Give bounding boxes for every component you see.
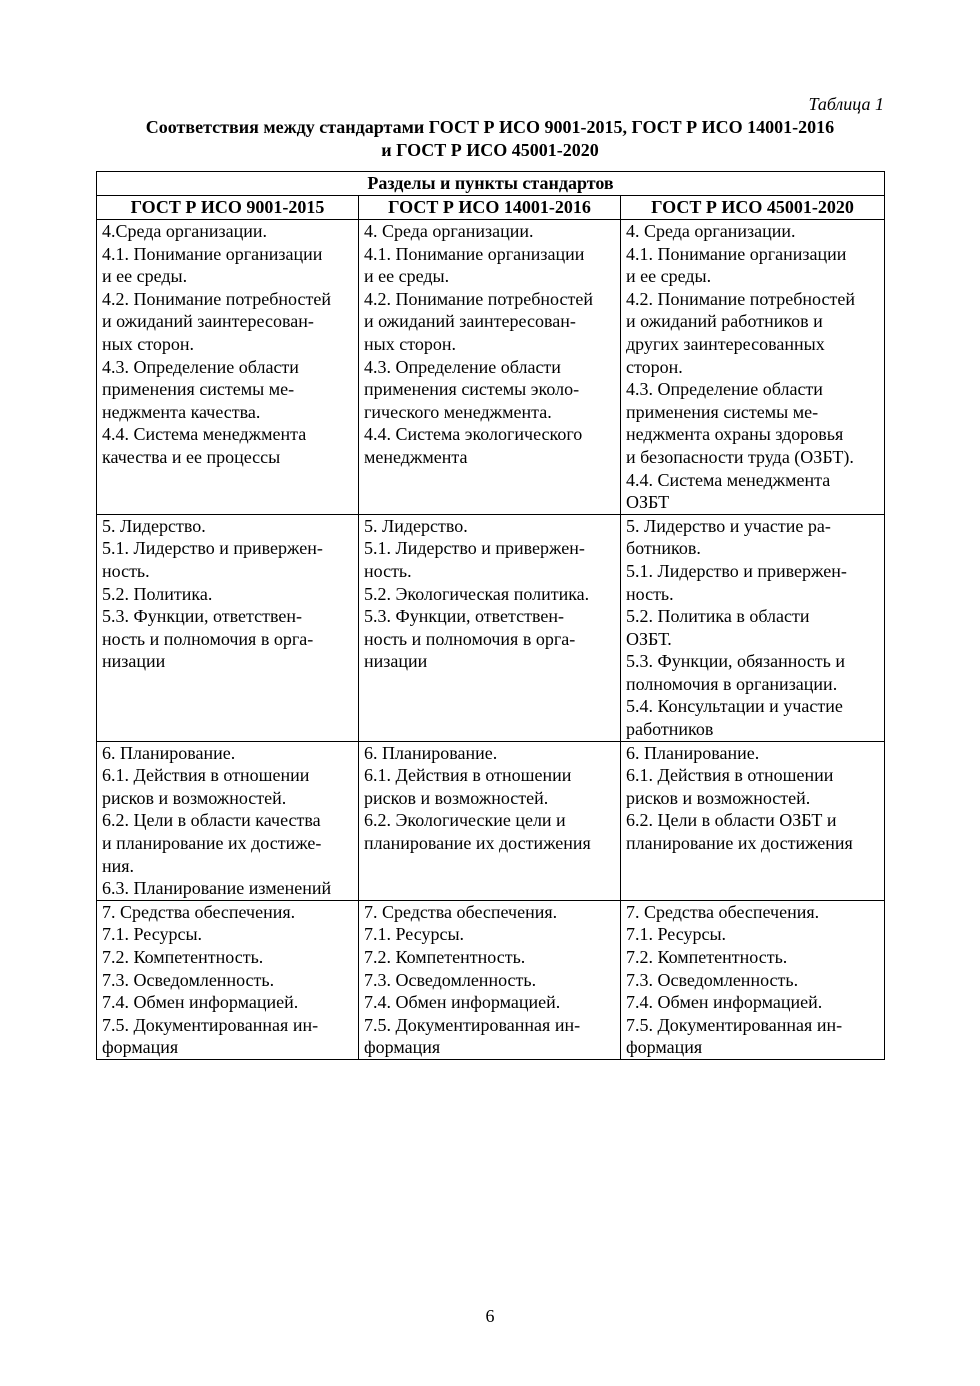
cell-line: 4.3. Определение области: [364, 356, 561, 377]
cell-line: 5.1. Лидерство и привержен-: [626, 560, 847, 581]
cell-line: 4. Среда организации.: [364, 221, 534, 241]
table-cell-gost-14001: [359, 900, 621, 1059]
cell-line: применения системы ме-: [626, 401, 819, 422]
column-header-45001: ГОСТ Р ИСО 45001-2020: [621, 196, 885, 220]
cell-line: гического менеджмента.: [364, 401, 552, 422]
cell-line: 6.1. Действия в отношении: [626, 765, 834, 786]
cell-line: 7. Средства обеспечения.: [626, 901, 820, 922]
cell-line: 7.4. Обмен информацией.: [102, 992, 299, 1013]
table-row: [97, 514, 885, 741]
cell-line: 5.3. Функции, обязанность и: [626, 651, 845, 672]
table-cell-gost-9001: [97, 514, 359, 741]
cell-line: 5. Лидерство и участие ра-: [626, 515, 831, 536]
cell-line: 7.5. Документированная ин-: [626, 1014, 843, 1035]
cell-line: 4.2. Понимание потребностей: [626, 288, 855, 309]
cell-line: работников: [626, 719, 714, 740]
cell-line: и планирование их достиже-: [102, 833, 322, 854]
cell-line: низации: [364, 651, 428, 672]
cell-line: 6.1. Действия в отношении: [364, 765, 572, 786]
cell-line: 4.2. Понимание потребностей: [102, 288, 331, 309]
cell-line: 5.4. Консультации и участие: [626, 696, 843, 717]
group-header: Разделы и пункты стандартов: [97, 172, 885, 196]
cell-line: 6. Планирование.: [364, 742, 498, 763]
table-cell-gost-45001: [621, 741, 885, 900]
cell-line: ность и полномочия в орга-: [102, 628, 314, 649]
cell-line: 4.1. Понимание организации: [364, 243, 585, 264]
table-cell-gost-9001: [97, 900, 359, 1059]
table-row: [97, 220, 885, 515]
cell-line: и безопасности труда (ОЗБТ).: [626, 446, 854, 467]
cell-line: 7.1. Ресурсы.: [626, 924, 727, 945]
table-cell-gost-9001: [97, 741, 359, 900]
cell-line: 4.1. Понимание организации: [102, 243, 323, 264]
cell-line: ность.: [102, 560, 150, 581]
cell-line: 5.3. Функции, ответствен-: [364, 606, 564, 627]
cell-line: рисков и возможностей.: [102, 787, 287, 808]
cell-line: 5.2. Политика в области: [626, 606, 810, 627]
table-cell-gost-45001: [621, 220, 885, 515]
cell-line: планирование их достижения: [364, 833, 591, 854]
cell-line: 4.3. Определение области: [102, 356, 299, 377]
cell-line: ных сторон.: [102, 333, 194, 354]
cell-line: 7. Средства обеспечения.: [364, 901, 558, 922]
cell-line: ОЗБТ.: [626, 628, 672, 649]
cell-line: полномочия в организации.: [626, 673, 838, 694]
cell-line: 7.2. Компетентность.: [364, 947, 526, 967]
cell-line: 4.4. Система менеджмента: [626, 469, 831, 490]
cell-line: ность.: [626, 583, 674, 604]
cell-line: 4.4. Система экологического: [364, 424, 583, 445]
cell-line: 4.1. Понимание организации: [626, 243, 847, 264]
cell-line: и ожиданий заинтересован-: [102, 311, 314, 332]
table-cell-gost-9001: [97, 220, 359, 515]
cell-line: 4.Среда организации.: [102, 221, 268, 241]
cell-line: 7.1. Ресурсы.: [364, 924, 465, 945]
cell-line: и ее среды.: [626, 266, 712, 287]
title-line-1: Соответствия между стандартами ГОСТ Р ИСО 9001-2015, ГОСТ Р ИСО 14001-2016: [145, 117, 835, 137]
cell-line: 4. Среда организации.: [626, 221, 796, 241]
cell-line: 4.4. Система менеджмента: [102, 424, 307, 445]
cell-line: 5.2. Политика.: [102, 583, 213, 604]
cell-line: 4.3. Определение области: [626, 379, 823, 400]
page-number: 6: [485, 1306, 495, 1326]
cell-line: формация: [364, 1037, 441, 1058]
cell-line: 7.2. Компетентность.: [626, 947, 788, 967]
table-body: [97, 220, 885, 1060]
cell-line: формация: [626, 1037, 703, 1058]
cell-line: 5. Лидерство.: [102, 515, 206, 536]
cell-line: 6.2. Экологические цели и: [364, 810, 566, 831]
cell-line: ния.: [102, 855, 135, 876]
cell-line: 6. Планирование.: [102, 742, 236, 763]
cell-line: 6.1. Действия в отношении: [102, 765, 310, 786]
cell-line: применения системы эколо-: [364, 379, 580, 400]
cell-line: планирование их достижения: [626, 833, 853, 854]
cell-line: менеджмента: [364, 446, 468, 467]
cell-line: ных сторон.: [364, 333, 456, 354]
cell-line: 4.2. Понимание потребностей: [364, 288, 593, 309]
table-cell-gost-45001: [621, 900, 885, 1059]
cell-line: 7.2. Компетентность.: [102, 947, 264, 967]
cell-line: 6.3. Планирование изменений: [102, 878, 332, 899]
cell-line: ность.: [364, 560, 412, 581]
cell-line: 7.3. Осведомленность.: [364, 969, 537, 990]
cell-line: неджмента охраны здоровья: [626, 424, 844, 445]
standards-correspondence-table: [96, 171, 885, 1060]
cell-line: 7.3. Осведомленность.: [102, 969, 275, 990]
cell-line: ность и полномочия в орга-: [364, 628, 576, 649]
cell-line: 6. Планирование.: [626, 742, 760, 763]
cell-line: 7.4. Обмен информацией.: [626, 992, 823, 1013]
table-row: [97, 900, 885, 1059]
cell-line: и ожиданий заинтересован-: [364, 311, 576, 332]
title-line-2: и ГОСТ Р ИСО 45001-2020: [381, 140, 599, 160]
table-cell-gost-14001: [359, 514, 621, 741]
cell-line: 7. Средства обеспечения.: [102, 901, 296, 922]
column-header-row: [97, 196, 885, 220]
cell-line: применения системы ме-: [102, 379, 295, 400]
cell-line: 6.2. Цели в области ОЗБТ и: [626, 810, 837, 831]
cell-line: ОЗБТ: [626, 492, 670, 513]
cell-line: 5.1. Лидерство и привержен-: [364, 538, 585, 559]
cell-line: ботников.: [626, 538, 701, 559]
table-cell-gost-14001: [359, 741, 621, 900]
cell-line: рисков и возможностей.: [364, 787, 549, 808]
cell-line: и ожиданий работников и: [626, 311, 823, 332]
cell-line: 5.3. Функции, ответствен-: [102, 606, 302, 627]
table-cell-gost-14001: [359, 220, 621, 515]
cell-line: 6.2. Цели в области качества: [102, 810, 321, 831]
cell-line: 7.5. Документированная ин-: [364, 1014, 581, 1035]
cell-line: 7.5. Документированная ин-: [102, 1014, 319, 1035]
cell-line: 7.4. Обмен информацией.: [364, 992, 561, 1013]
cell-line: качества и ее процессы: [102, 446, 281, 467]
column-header-9001: ГОСТ Р ИСО 9001-2015: [97, 196, 359, 220]
table-label: Таблица 1: [808, 94, 884, 114]
cell-line: неджмента качества.: [102, 401, 261, 422]
cell-line: 5.2. Экологическая политика.: [364, 583, 590, 604]
document-title: [96, 116, 884, 162]
cell-line: и ее среды.: [102, 266, 188, 287]
table-cell-gost-45001: [621, 514, 885, 741]
cell-line: сторон.: [626, 356, 683, 377]
table-row: [97, 741, 885, 900]
cell-line: 7.1. Ресурсы.: [102, 924, 203, 945]
cell-line: 7.3. Осведомленность.: [626, 969, 799, 990]
cell-line: других заинтересованных: [626, 333, 825, 354]
cell-line: формация: [102, 1037, 179, 1058]
group-header-row: [97, 172, 885, 196]
cell-line: рисков и возможностей.: [626, 787, 811, 808]
cell-line: 5. Лидерство.: [364, 515, 468, 536]
cell-line: низации: [102, 651, 166, 672]
cell-line: 5.1. Лидерство и привержен-: [102, 538, 323, 559]
column-header-14001: ГОСТ Р ИСО 14001-2016: [359, 196, 621, 220]
cell-line: и ее среды.: [364, 266, 450, 287]
